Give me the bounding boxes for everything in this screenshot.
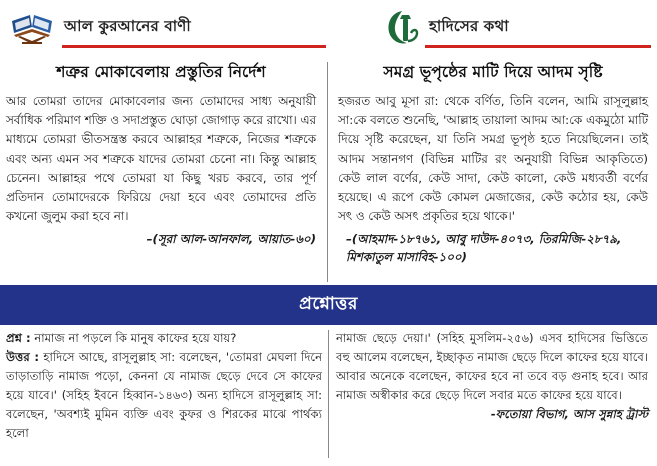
question-text: নামাজ না পড়লে কি মানুষ কাফের হয়ে যায়? [34, 331, 237, 345]
quran-body: আর তোমরা তাদের মোকাবেলার জন্য তোমাদের সাধ্য অনুযায়ী সর্বাধিক পরিমাণ শক্তি ও সদাপ্রস্তুত ঘোড়া জোগাড় করে রাখো। এর মাধ্যমে তোমরা ভীতসন্ত্রস্ত করবে আল্লাহর শত্রুকে, নিজের শত্রুকে এবং অন্য এমন সব শত্রুকে যাদের তোমরা চেনো না। কিন্তু আল্লাহ চেনেন। আল্লাহর পথে তোমরা যা কিছু খরচ করবে, তার পূর্ণ প্রতিদান তোমাদেরকে ফিরিয়ে দেয়া হবে এবং তোমাদের প্রতি কখনো জুলুম করা হবে না। [6, 94, 316, 224]
quran-headline: শত্রুর মোকাবেলায় প্রস্তুতির নির্দেশ [56, 63, 266, 81]
quran-header-title: আল কুরআনের বাণী [64, 16, 191, 35]
answer-text-left: হাদিসে আছে, রাসূলুল্লাহ সা: বলেছেন, 'তোমরা মেঘলা দিনে তাড়াতাড়ি নামাজ পড়ো, কেননা যে নামাজ ছেড়ে দেবে সে কাফের হয়ে যাবে।' (সহিহ ইবনে হিব্বান-১৪৬৩) অন্য হাদিসে রাসূলুল্লাহ সা: বলেছেন, 'অবশ্যই মুমিন ব্যক্তি এবং কুফর ও শিরকের মাঝে পার্থক্য হলো [6, 350, 323, 440]
question-label: প্রশ্ন : [6, 331, 31, 345]
hadith-header-rule [425, 45, 651, 48]
answer-label: উত্তর : [6, 350, 40, 364]
qa-right-column [336, 329, 648, 424]
quran-header-rule [62, 45, 326, 48]
hadith-crescent-icon [385, 7, 419, 47]
hadith-header-title: হাদিসের কথা [429, 16, 509, 35]
hadith-headline: সমগ্র ভূপৃষ্ঠের মাটি দিয়ে আদম সৃষ্টি [383, 63, 603, 81]
hadith-body: হজরত আবু মূসা রা: থেকে বর্ণিত, তিনি বলেন, আমি রাসূলুল্লাহ সা:কে বলতে শুনেছি, 'আল্লাহ তায়ালা আদম আ:কে একমুঠো মাটি দিয়ে সৃষ্টি করেছেন, যা তিনি সমগ্র ভূপৃষ্ঠ হতে নিয়েছিলেন। তাই আদম সন্তানগণ (বিভিন্ন মাটির রং অনুযায়ী বিভিন্ন আকৃতিতে) কেউ লাল বর্ণের, কেউ সাদা, কেউ কালো, কেউ মধ্যবর্তী বর্ণের হয়েছে। এ রূপে কেউ কোমল মেজাজের, কেউ কঠোর হয়, কেউ সৎ ও কেউ অসৎ প্রকৃতির হয়ে থাকে।' [338, 94, 648, 224]
quran-on-rehal-icon [8, 7, 56, 47]
answer-text-right: নামাজ ছেড়ে দেয়া।' (সহিহ মুসলিম-২৫৬) এসব হাদিসের ভিত্তিতে বহু আলেম বলেছেন, ইচ্ছাকৃত নামাজ ছেড়ে দিলে কাফের হয়ে যাবে। আবার অনেকে বলেছেন, কাফের হবে না তবে বড় গুনাহ হবে। আর নামাজ অস্বীকার করে ছেড়ে দিলে সবার মতে কাফের হয়ে যাবে। [336, 331, 648, 402]
qa-banner [0, 285, 657, 325]
qa-left-column [6, 329, 322, 443]
hadith-section [338, 60, 648, 266]
qa-banner-title: প্রশ্নোত্তর [299, 294, 358, 314]
qa-column-divider [328, 330, 329, 458]
quran-section [6, 60, 316, 248]
quran-reference: –(সূরা আল-আনফাল, আয়াত-৬০) [146, 232, 316, 247]
hadith-reference: –(আহমাদ-১৮৭৬১, আবু দাউদ-৪০৭৩, তিরমিজি-২৮৭৯, মিশকাতুল মাসাবিহ-১০০) [346, 232, 622, 265]
quran-header [8, 0, 326, 54]
column-divider [327, 62, 328, 282]
qa-answer-start [6, 348, 322, 443]
qa-reference: -ফতোয়া বিভাগ, আস সুন্নাহ ট্রাস্ট [490, 407, 648, 421]
qa-question [6, 329, 322, 348]
hadith-header [385, 0, 651, 54]
